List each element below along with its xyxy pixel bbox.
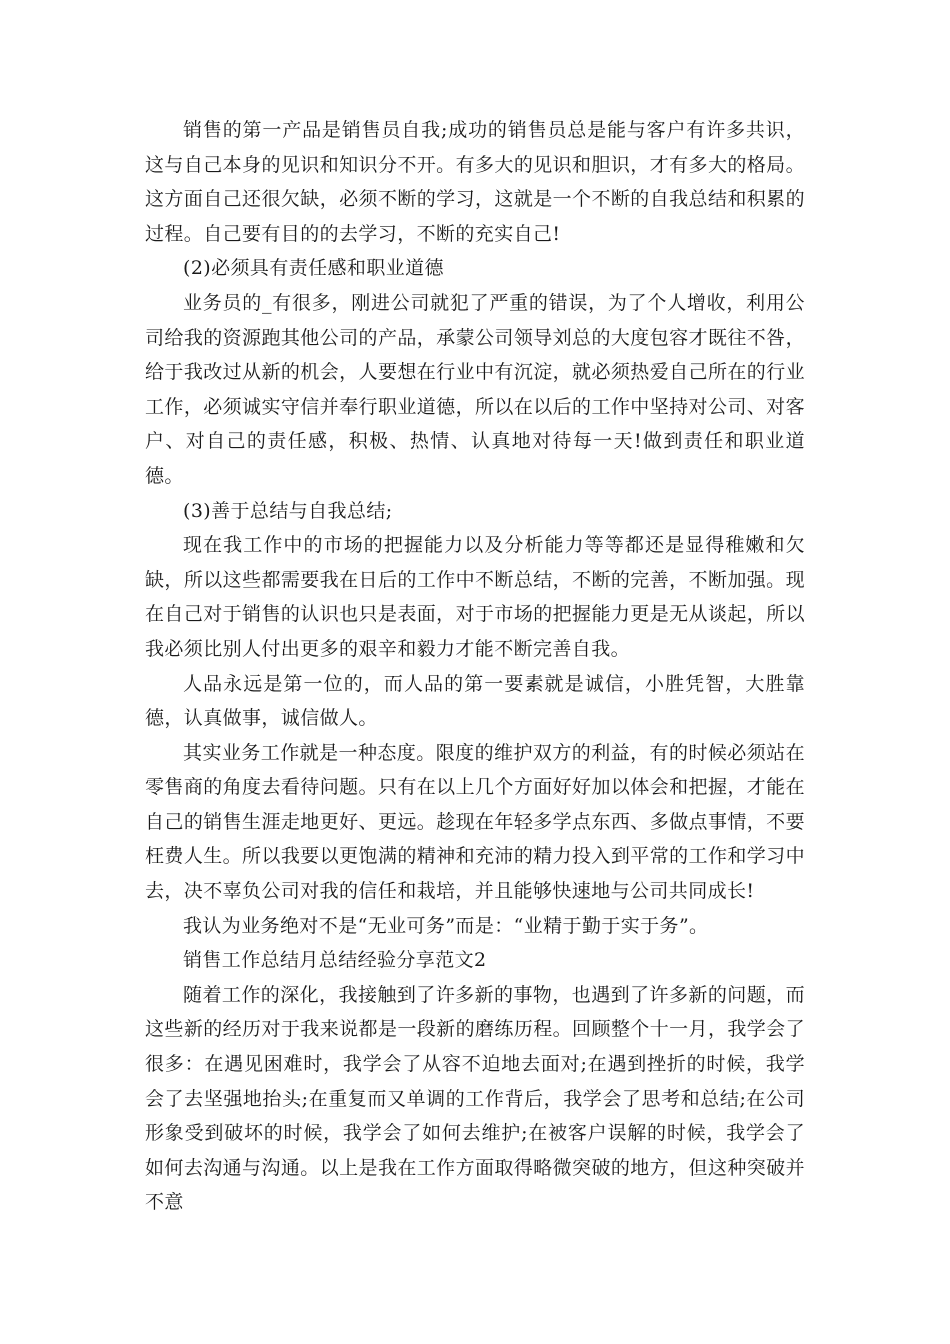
document-body — [145, 113, 805, 1220]
paragraph-market-ability: 现在我工作中的市场的把握能力以及分析能力等等都还是显得稚嫩和欠缺，所以这些都需要我在日后的工作中不断总结，不断的完善，不断加强。现在自己对于销售的认识也只是表面，对于市场的把握能力更是无从谈起，所以我必须比别人付出更多的艰辛和毅力才能不断完善自我。 — [145, 534, 805, 660]
paragraph-attitude: 其实业务工作就是一种态度。限度的维护双方的利益，有的时候必须站在零售商的角度去看待问题。只有在以上几个方面好好加以体会和把握，才能在自己的销售生涯走地更好、更远。趁现在年轻多学点东西、多做点事情，不要枉费人生。所以我要以更饱满的精神和充沛的精力投入到平常的工作和学习中去，决不辜负公司对我的信任和栽培，并且能够快速地与公司共同成长! — [145, 741, 805, 903]
paragraph-sales-self: 销售的第一产品是销售员自我;成功的销售员总是能与客户有许多共识，这与自己本身的见识和知识分不开。有多大的见识和胆识，才有多大的格局。这方面自己还很欠缺，必须不断的学习，这就是一个不断的自我总结和积累的过程。自己要有目的的去学习，不断的充实自己! — [145, 119, 805, 245]
paragraph-integrity: 人品永远是第一位的，而人品的第一要素就是诚信，小胜凭智，大胜靠德，认真做事，诚信做人。 — [145, 672, 805, 730]
section-title-example-2: 销售工作总结月总结经验分享范文2 — [183, 949, 487, 972]
paragraph-business-motto: 我认为业务绝对不是“无业可务”而是：“业精于勤于实于务”。 — [183, 914, 709, 937]
heading-responsibility: (2)必须具有责任感和职业道德 — [183, 257, 444, 280]
paragraph-responsibility: 业务员的_有很多，刚进公司就犯了严重的错误，为了个人增收，利用公司给我的资源跑其他公司的产品，承蒙公司领导刘总的大度包容才既往不咎，给于我改过从新的机会，人要想在行业中有沉淀，就必须热爱自己所在的行业工作，必须诚实守信并奉行职业道德，所以在以后的工作中坚持对公司、对客户、对自己的责任感，积极、热情、认真地对待每一天!做到责任和职业道德。 — [145, 291, 805, 487]
paragraph-november-review: 随着工作的深化，我接触到了许多新的事物，也遇到了许多新的问题，而这些新的经历对于我来说都是一段新的磨练历程。回顾整个十一月，我学会了很多：在遇见困难时，我学会了从容不迫地去面对;在遇到挫折的时候，我学会了去坚强地抬头;在重复而又单调的工作背后，我学会了思考和总结;在公司形象受到破坏的时候，我学会了如何去维护;在被客户误解的时候，我学会了如何去沟通与沟通。以上是我在工作方面取得略微突破的地方，但这种突破并不意 — [145, 983, 805, 1214]
heading-summary: (3)善于总结与自我总结; — [183, 499, 393, 522]
